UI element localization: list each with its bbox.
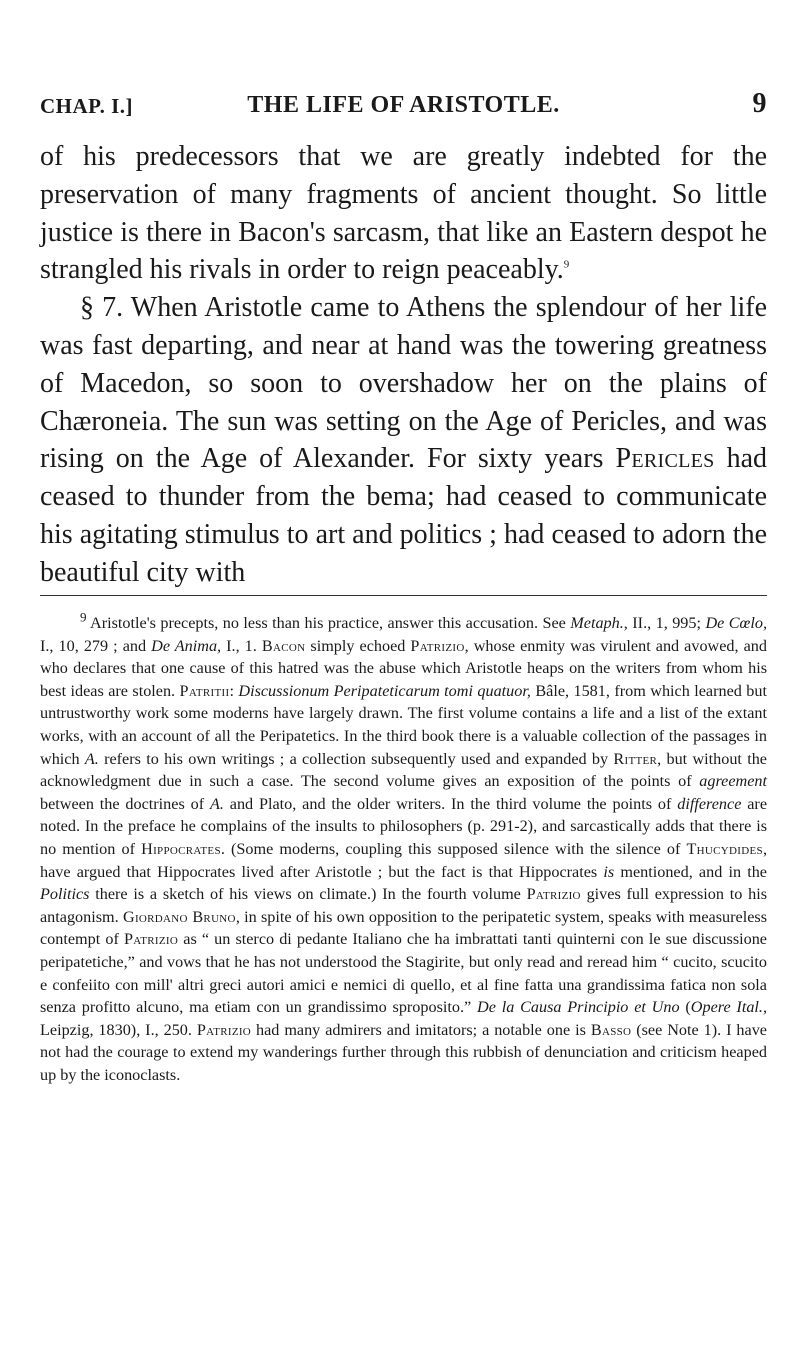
fn-text: gives full expression to his antagonism. [40,885,767,926]
fn-italic: Discussionum Peripateticarum tomi quatuor, [238,681,531,700]
fn-text: and Plato, and the older writers. In the third volume the points of [223,794,678,813]
fn-text: , have argued that Hippocrates lived after Aristotle ; but the fact is that Hippocrates [40,839,767,881]
fn-name: Patrizio [123,930,179,949]
fn-text: : [229,681,239,700]
name-pericles: Pericles [615,443,715,475]
paragraph-1 [40,138,767,289]
fn-text: ( [679,998,691,1017]
page-number: 9 [752,88,767,119]
fn-text: simply echoed [305,636,411,655]
fn-name: Patritii [179,681,230,700]
fn-italic: is [603,862,615,881]
fn-italic: difference [677,794,742,813]
fn-text: , but without the acknowledgment due in such a case. The second volume gives an exposition of the points of [40,749,767,791]
fn-italic: agreement [699,772,767,791]
fn-text: , in spite of his own opposition to the peripatetic system, speaks with measureless contempt of [40,907,767,949]
paragraph-2-text-b: had ceased to thunder from the bema; had ceased to communicate his agitating stimulus to art and politics ; had ceased to adorn the beautiful city with [40,443,768,588]
fn-name: Patrizio [526,885,581,904]
fn-text: as “ un sterco di pedante Italiano che ha imbrattati tanti quinterni con le sue discussione peripatetiche,” and vows that he has not understood the Stagirite, but only read and reread him “ cucito, scucito e confeiito con mill' altri greci autori amici e nemici di quello, et al fine fatta una grandissima fatica non sola senza profitto alcuno, ma etiam con un grandissimo sproposito.” [40,930,767,1017]
fn-italic: De Anima, [151,636,222,655]
fn-text: I., 10, 279 ; and [40,636,152,655]
fn-text: had many admirers and imitators; a notable one is [251,1020,591,1039]
fn-name: Bacon [261,636,306,655]
fn-name: Hippocrates [141,839,221,858]
fn-name: Patrizio [410,636,465,655]
main-text [40,138,767,592]
fn-text: Bâle, 1581, from which learned but untrustworthy work some moderns have largely drawn. The first volume contains a life and a list of the extant works, with an account of all the Peripatetics. In the third book there is a valuable collection of the passages in which [40,681,767,768]
running-header [40,88,767,124]
footnote-number: 9 [80,609,87,625]
fn-name: Basso [590,1020,632,1039]
fn-italic: De Cœlo, [705,614,767,632]
fn-name: Patrizio [196,1020,252,1039]
footnote-reference: 9 [563,259,570,272]
fn-text: , whose enmity was virulent and avowed, and who declares that one cause of this hatred was the abuse which Aristotle heaps on the writers from whom his best ideas are stolen. [40,636,767,700]
fn-italic: Politics [40,885,90,904]
fn-text: Aristotle's precepts, no less than his practice, answer this accusation. See [86,614,571,632]
paragraph-2-text-a: § 7. When Aristotle came to Athens the splendour of her life was fast departing, and near at hand was the towering greatness of Macedon, so soon to overshadow her on the plains of Chæroneia. The sun was setting on the Age of Pericles, and was rising on the Age of Alexander. For sixty years [40,292,767,475]
footnote-paragraph [40,609,768,1086]
fn-text: Leipzig, 1830), I., 250. [40,1020,197,1039]
fn-text: mentioned, and in the [614,862,767,881]
fn-name: Ritter [613,749,658,768]
fn-italic: A. [209,794,224,813]
paragraph-2 [40,289,767,591]
fn-text: II., 1, 995; [627,614,706,632]
fn-text: are noted. In the preface he complains of the insults to philosophers (p. 291-2), and sarcastically adds that there is no mention of [40,794,768,858]
fn-italic: Metaph., [570,614,628,632]
fn-text: (see Note 1). I have not had the courage to extend my wanderings further through this rubbish of denunciation and criticism heaped up by the iconoclasts. [40,1020,767,1084]
fn-text: there is a sketch of his views on climate.) In the fourth volume [89,885,527,904]
fn-text: between the doctrines of [40,794,210,813]
footnote-divider [40,595,767,596]
running-title: THE LIFE OF ARISTOTLE. [247,92,560,118]
fn-name: Giordano Bruno [122,907,236,926]
paragraph-1-text: of his predecessors that we are greatly indebted for the preservation of many fragments of ancient thought. So little justice is there in Bacon's sarcasm, that like an Eastern despot he strangled his rivals in order to reign peaceably. [40,141,767,286]
fn-italic: Opere Ital., [690,998,768,1017]
fn-text: I., 1. [221,636,262,655]
fn-text: refers to his own writings ; a collection subsequently used and expanded by [98,749,614,768]
fn-italic: A. [84,749,99,768]
fn-italic: De la Causa Principio et Uno [477,998,680,1017]
fn-name: Thucydides [686,839,763,858]
footnote-9 [40,609,768,1086]
chapter-label: CHAP. I.] [40,94,133,118]
fn-text: . (Some moderns, coupling this supposed silence with the silence of [220,839,687,858]
